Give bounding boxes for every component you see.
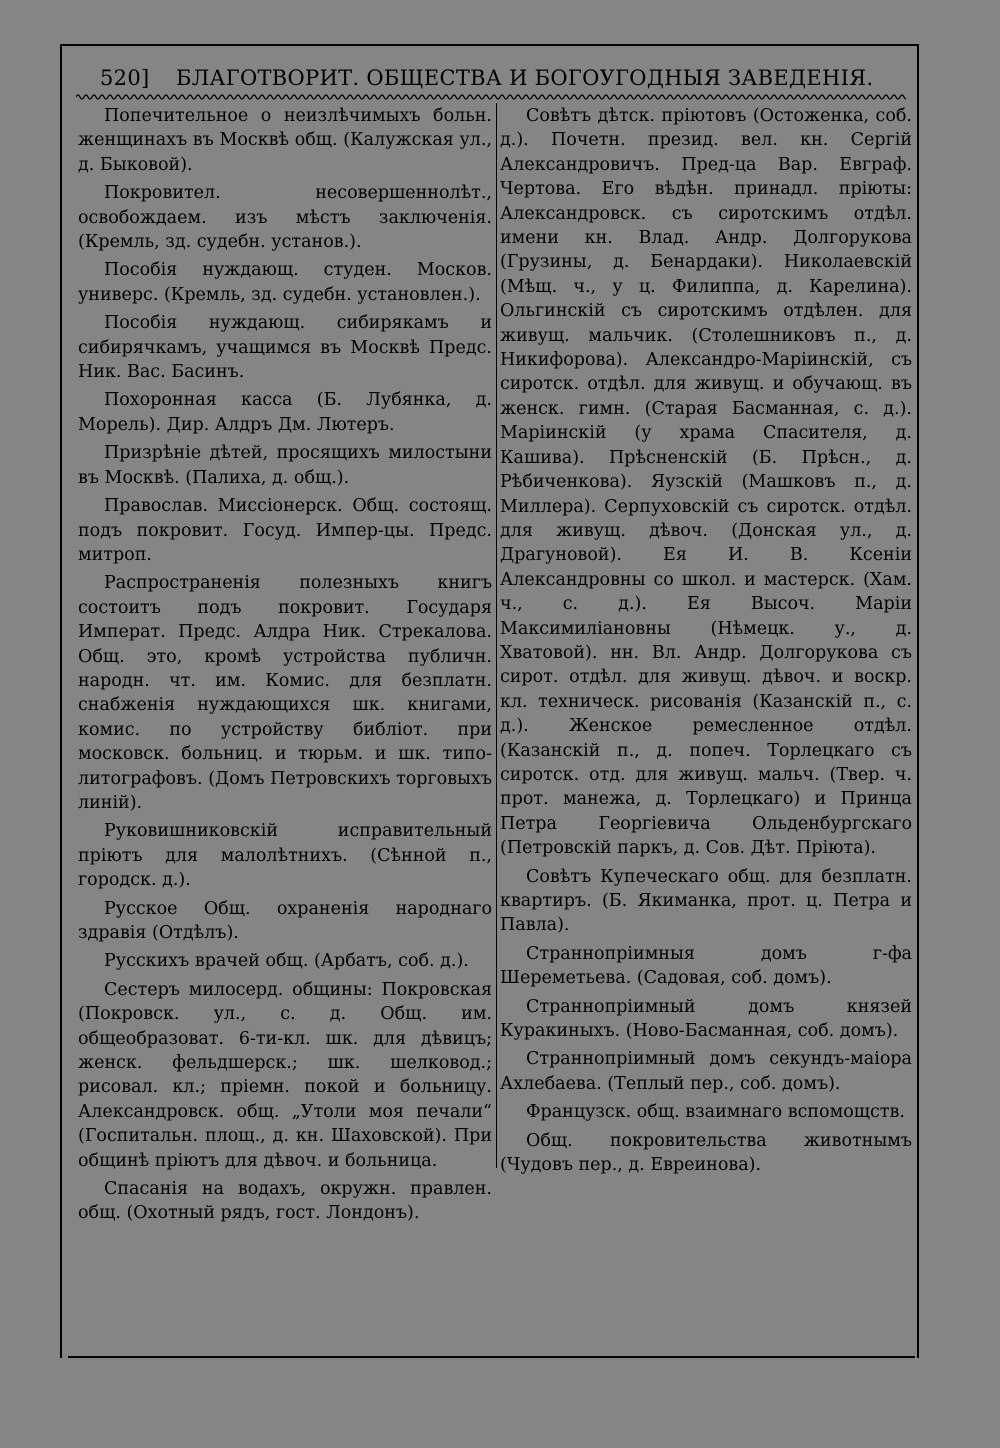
column-divider (496, 103, 497, 1168)
entry: Спасанія на водахъ, окружн. правлен. общ. (Охотный рядъ, гост. Лондонъ). (78, 1179, 492, 1224)
wavy-rule (76, 92, 906, 102)
running-title: БЛАГОТВОРИТ. ОБЩЕСТВА И БОГОУГОДНЫЯ ЗАВЕДЕНІЯ. (176, 66, 874, 90)
entry: Пособія нуждающ. сибирякамъ и сибирячкамъ, учащимся въ Москвѣ Предс. Ник. Вас. Басинъ. (78, 313, 492, 383)
entry: Совѣтъ Купеческаго общ. для безплатн. квартиръ. (Б. Якиманка, прот. ц. Петра и Павла). (500, 866, 912, 936)
entry: Русское Общ. охраненія народнаго здравія (Отдѣлъ). (78, 898, 492, 943)
entry: Совѣтъ дѣтск. пріютовъ (Остоженка, соб. д.). Почетн. презид. вел. кн. Сергій Александровичъ. Пред-ца Вар. Евграф. Чертова. Его вѣдѣн. принадл. пріюты: Александровск. съ сиротскимъ отдѣл. имени кн. Влад. Андр. Долгорукова (Грузины, д. Бенардаки). Николаевскій (Мѣщ. ч., у ц. Филиппа, д. Карелина). Ольгинскій съ сиротскимъ отдѣлен. для живущ. мальчик. (Столешниковъ п., д. Никифорова). Александро-Маріинскій, съ сиротск. отдѣл. для живущ. и обучающ. въ женск. гимн. (Старая Басманная, с. д.). Маріинскій (у храма Спасителя, д. Кашива). Прѣсненскій (Б. Прѣсн., д. Рѣбиченкова). Яузскій (Машковъ п., д. Миллера). Серпуховскій съ сиротск. отдѣл. для живущ. дѣвоч. (Донская ул., д. Драгуновой). Ея И. В. Ксеніи Александровны со школ. и мастерск. (Хам. ч., с. д.). Ея Высоч. Маріи Максимиліановны (Нѣмецк. у., д. Хватовой). нн. Вл. Андр. Долгорукова съ сирот. отдѣл. для живущ. дѣвоч. и воскр. кл. техническ. рисованія (Казанскій п., с. д.). Женское ремесленное отдѣл. (Казанскій п., д. попеч. Торлецкаго съ сиротск. отд. для живущ. мальч. (Твер. ч. прот. манежа, д. Торлецкаго) и Принца Петра Георгіевича Ольденбургскаго (Петровскій паркъ, д. Сов. Дѣт. Пріюта). (500, 106, 912, 859)
right-column (500, 104, 912, 1181)
entry: Попечительное о неизлѣчимыхъ больн. женщинахъ въ Москвѣ общ. (Калужская ул., д. Быковой). (78, 106, 492, 175)
page-frame-bottom-rule (68, 1356, 915, 1358)
entry: Призрѣніе дѣтей, просящихъ милостыни въ Москвѣ. (Палиха, д. общ.). (78, 443, 492, 488)
entry: Православ. Миссіонерск. Общ. состоящ. подъ покровит. Госуд. Импер-цы. Предс. митроп. (78, 496, 492, 565)
page-header (100, 58, 890, 92)
entry: Распространенія полезныхъ книгъ состоитъ подъ покровит. Государя Императ. Предс. Алдра Ник. Стрекалова. Общ. это, кромѣ устройства публичн. народн. чт. им. Комис. для безплатн. снабженія нуждающихся шк. книгами, комис. по устройству библіот. при московск. больниц. и тюрьм. и шк. типо-литографовъ. (Домъ Петровскихъ торговыхъ линій). (78, 573, 492, 813)
entry: Общ. покровительства животнымъ (Чудовъ пер., д. Евреинова). (500, 1130, 912, 1176)
entry: Покровител. несовершеннолѣт., освобождаем. изъ мѣстъ заключенія. (Кремль, зд. судебн. установ.). (78, 183, 492, 253)
entry: Страннопріимныя домъ г-фа Шереметьева. (Садовая, соб. домъ). (500, 943, 912, 989)
page-number: 520] (100, 66, 150, 90)
entry: Русскихъ врачей общ. (Арбатъ, соб. д.). (104, 951, 469, 972)
entry: Пособія нуждающ. студен. Москов. универс. (Кремль, зд. судебн. установлен.). (78, 260, 492, 305)
entry: Сестеръ милосерд. общины: Покровская (Покровск. ул., с. д. Общ. им. общеобразоват. 6-ти-кл. шк. для дѣвицъ; женск. фельдшерск.; шк. шелковод.; рисовал. кл.; пріемн. покой и больницу. Александровск. общ. „Утоли моя печали“ (Госпитальн. площ., д. кн. Шаховской). При общинѣ пріютъ для дѣвоч. и больница. (78, 979, 492, 1171)
entry: Французск. общ. взаимнаго вспомощств. (526, 1102, 905, 1123)
entry: Страннопріимный домъ секундъ-маіора Ахлебаева. (Теплый пер., соб. домъ). (500, 1049, 912, 1094)
entry: Страннопріимный домъ князей Куракиныхъ. (Ново-Басманная, соб. домъ). (500, 996, 912, 1042)
entry: Похоронная касса (Б. Лубянка, д. Морель). Дир. Алдръ Дм. Лютеръ. (78, 390, 492, 435)
left-column (78, 104, 492, 1230)
entry: Руковишниковскій исправительный пріютъ для малолѣтнихъ. (Сѣнной п., городск. д.). (78, 821, 492, 891)
